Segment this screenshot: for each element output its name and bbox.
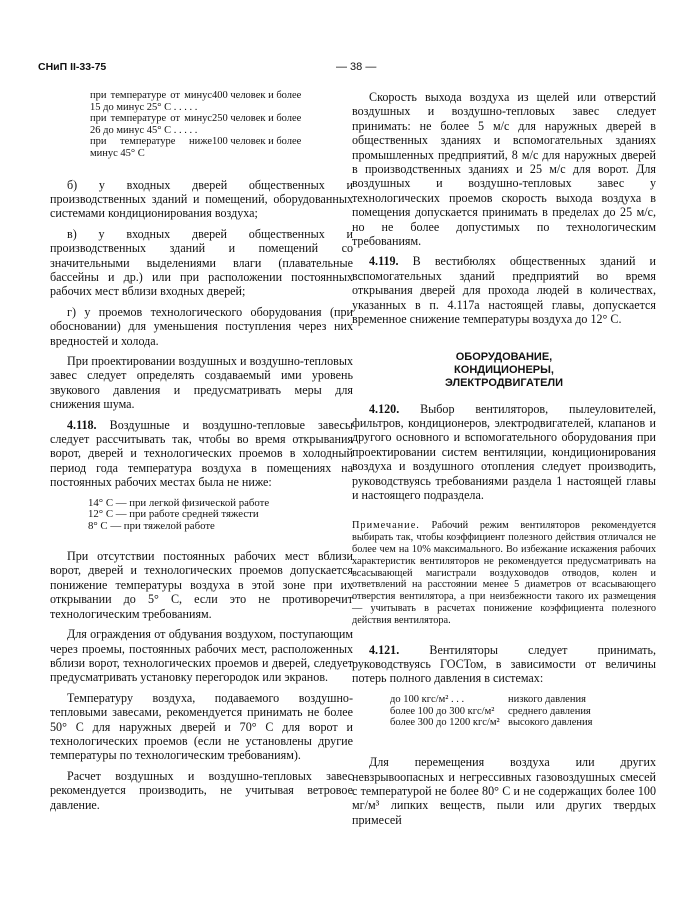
document-code: СНиП II-33-75 xyxy=(38,61,107,73)
table-row: при температуре от минус 15 до минус 25° С . . . . . 400 человек и более xyxy=(90,90,302,113)
clause-4-121: 4.121. Вентиляторы следует принимать, руководствуясь ГОСТом, в зависимости от величины потерь полного давления в системах: xyxy=(352,642,656,686)
table-row: более 300 до 1200 кгс/м² высокого давления xyxy=(390,717,593,729)
list-item: 8° С — при тяжелой работе xyxy=(88,520,215,533)
item-g: г) у проемов технологического оборудования (при обосновании) для уменьшения поступления через них вредностей и холода. xyxy=(50,304,353,348)
clause-4-118: 4.118. Воздушные и воздушно-тепловые завесы следует рассчитывать так, чтобы во время открывания ворот, дверей и технологических проемов в холодный период года температура воздуха в помещениях на постоянных рабочих местах была не ниже: xyxy=(50,417,354,490)
list-item: 12° С — при работе средней тяжести xyxy=(88,508,259,521)
left-column xyxy=(50,90,353,818)
clause-number: 4.119. xyxy=(369,254,399,269)
paragraph-protection: Для ограждения от обдувания воздухом, поступающим через проемы, постоянных рабочих мест, расположенных вблизи ворот, технологических проемов и дверей, следует предусматривать установку перегородок или экранов. xyxy=(50,627,353,685)
item-v: в) у входных дверей общественных и производственных зданий и помещений со значительными выделениями влаги (плавательные бассейны и др.) или при расположении постоянных рабочих мест вблизи входных дверей; xyxy=(50,226,353,299)
clause-4-119: 4.119. В вестибюлях общественных зданий и вспомогательных зданий предприятий во время открывания дверей для прохода людей в количествах, указанных в п. 4.117а настоящей главы, допускается временное снижение температуры воздуха до 12° С. xyxy=(352,254,656,327)
pressure-table xyxy=(390,694,656,729)
table-row: при температуре ниже минус 45° С 100 человек и более xyxy=(90,136,302,159)
occupancy-table xyxy=(50,90,353,160)
paragraph-absence: При отсутствии постоянных рабочих мест вблизи ворот, дверей и технологических проемов допускается понижение температуры воздуха в этой зоне при их открывании до 5° С, если это не противоречит технологическим требованиям. xyxy=(50,549,353,621)
list-item: 14° С — при легкой физической работе xyxy=(88,496,270,509)
clause-4-120: 4.120. Выбор вентиляторов, пылеуловителей, фильтров, кондиционеров, электродвигателей, клапанов и другого основного и вспомогательного оборудования при проектировании систем вентиляции, кондиционирования воздуха и воздушного отопления следует производить, руководствуясь требованиями раздела 1 настоящей главы и настоящего подраздела. xyxy=(352,401,656,502)
right-column xyxy=(352,90,656,833)
clause-number: 4.118. xyxy=(67,417,97,432)
clause-number: 4.121. xyxy=(369,642,400,657)
paragraph-air-temperature: Температуру воздуха, подаваемого воздушно-тепловыми завесами, рекомендуется принимать не более 50° С для наружных дверей и 70° С для ворот и технологических проемов (если не установлены другие температуры по технологическим требованиям). xyxy=(50,690,353,763)
table-row: до 100 кгс/м² . . . низкого давления xyxy=(390,693,586,705)
note: Примечание. Рабочий режим вентиляторов рекомендуется выбирать так, чтобы коэффициент полезного действия отличался не более чем на 10% максимального. Во избежание искажения рабочих характеристик вентиляторов не рекомендуется предусматривать на всасывающей магистрали воздуховодов отводов, колен и ответвлений на расстоянии менее 5 диаметров от всасывающего отверстия вентилятора, а при неизбежности такого их размещения — учитывать в расчетах понижение коэффициента полезного действия вентилятора. xyxy=(352,520,656,626)
paragraph-calculation: Расчет воздушных и воздушно-тепловых завес рекомендуется производить, не учитывая ветровое давление. xyxy=(50,768,353,812)
paragraph-explosion: Для перемещения воздуха или других невзрывоопасных и негрессивных газовоздушных смесей с температурой не более 80° С и не содержащих более 100 мг/м³ липких веществ, пыли или других твердых примесей xyxy=(352,755,656,827)
temperature-list xyxy=(50,498,353,533)
note-label: Примечание. xyxy=(352,520,420,532)
section-heading: ОБОРУДОВАНИЕ, КОНДИЦИОНЕРЫ, ЭЛЕКТРОДВИГАТЕЛИ xyxy=(444,350,564,389)
clause-number: 4.120. xyxy=(369,401,400,416)
page-number: — 38 — xyxy=(336,61,377,73)
paragraph-noise: При проектировании воздушных и воздушно-тепловых завес следует определять создаваемый ими уровень звукового давления и предусматривать меры для снижения шума. xyxy=(50,354,353,412)
paragraph-speed: Скорость выхода воздуха из щелей или отверстий воздушных и воздушно-тепловых завес следует принимать: не более 5 м/с для наружных дверей в общественных зданиях и вспомогательных зданиях промышленных предприятий, 8 м/с для наружных дверей в производственных зданиях и 25 м/с для ворот. Для воздушных и воздушно-тепловых завес у технологических проемов скорость выхода воздуха в помещения допускается принимать в пределах до 25 м/с, но не более допустимых по технологическим требованиям. xyxy=(352,90,656,249)
table-row: при температуре от минус 26 до минус 45° С . . . . . 250 человек и более xyxy=(90,113,302,136)
table-row: более 100 до 300 кгс/м² среднего давления xyxy=(390,705,591,717)
item-b: б) у входных дверей общественных и производственных зданий и помещений, оборудованных системами кондиционирования воздуха; xyxy=(50,177,353,221)
